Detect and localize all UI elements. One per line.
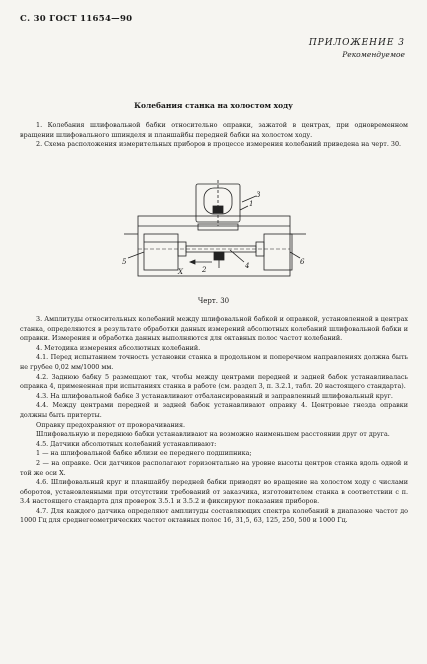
sensor-1	[213, 206, 223, 213]
paragraph: 4.4. Между центрами передней и задней бабок устанавливают оправку 4. Центровые гнезда оправки должны быть притерты.	[20, 401, 408, 419]
tailstock	[264, 234, 292, 270]
figure-caption: Черт. 30	[197, 297, 230, 305]
paragraph: 4.5. Датчики абсолютных колебаний устанавливают:	[36, 439, 217, 448]
mandrel	[186, 246, 256, 252]
paragraph: 2. Схема расположения измерительных приборов в процессе измерения колебаний приведена на черт. 30.	[36, 140, 402, 149]
label-2: 2	[202, 266, 207, 274]
paragraph: Шлифовальную и переднюю бабки устанавливают на возможно наименьшем расстоянии друг от друга.	[36, 430, 390, 439]
paragraph: 4.3. На шлифовальной бабке 3 устанавливают отбалансированный и заправленный шлифовальный круг.	[36, 391, 393, 400]
paragraph: 1. Колебания шлифовальной бабки относительно оправки, зажатой в центрах, при одновременном вращении шлифовального шпинделя и планшайбы передней бабки на холостом ходу.	[20, 121, 408, 139]
paragraph: Оправку предохраняют от проворачивания.	[36, 420, 186, 429]
paragraph: 3. Амплитуды относительных колебаний между шлифовальной бабкой и оправкой, установленной в центрах станка, определяются в результате обработки данных измерений абсолютных колебаний шлифовальной бабки и оправки. Измерения и обработка данных выполняются для октавных полос частот колебаний.	[20, 315, 408, 343]
label-5: 5	[122, 258, 127, 266]
page-header: С. 30 ГОСТ 11654—90	[20, 14, 133, 24]
paragraph: 4.2. Заднюю бабку 5 размещают так, чтобы между центрами передней и задней бабок устанавливалась оправка 4, примененная при испытаниях станка в работе (см. раздел 3, п. 3.2.1, табл. 20 настоящего стандарта).	[20, 372, 408, 391]
label-4: 4	[245, 262, 250, 270]
body-text	[20, 315, 408, 526]
label-x: X	[178, 268, 183, 276]
label-3: 3	[256, 191, 261, 199]
appendix-title: ПРИЛОЖЕНИЕ 3	[308, 38, 405, 48]
label-1: 1	[249, 200, 254, 208]
appendix-heading	[309, 38, 405, 59]
paragraph: 4.1. Перед испытанием точность установки станка в продольном и поперечном направлениях должна быть не грубее 0,02 мм/1000 мм.	[20, 353, 408, 371]
paragraph: 1 — на шлифовальной бабке вблизи ее переднего подшипника;	[36, 449, 252, 458]
headstock	[144, 234, 178, 270]
paragraph: 4.7. Для каждого датчика определяют амплитуды составляющих спектра колебаний в диапазоне частот до 1000 Гц для среднегеометрических частот октавных полос 16, 31,5, 63, 125, 250, 500 и 1000 Гц.	[20, 506, 408, 525]
figure-30-diagram	[118, 176, 310, 294]
grinding-wheel	[198, 224, 238, 230]
sensor-2	[214, 252, 224, 260]
paragraph: 4.6. Шлифовальный круг и планшайбу передней бабки приводят во вращение на холостом ходу с числами оборотов, установленными при отсутствии требований от заказчика, изготовителем станка в соответствии с п. 3.4 настоящего стандарта для проверок 3.5.1 и 3.5.2 и фиксируют показания приборов.	[20, 478, 408, 506]
paragraph: 2 — на оправке. Оси датчиков располагают горизонтально на уровне высоты центров станка вдоль одной и той же оси X.	[20, 458, 408, 477]
intro-text	[20, 121, 408, 150]
paragraph: 4. Методика измерения абсолютных колебаний.	[36, 343, 201, 352]
label-6: 6	[300, 258, 305, 266]
section-title: Колебания станка на холостом ходу	[134, 101, 293, 110]
appendix-subtitle: Рекомендуемое	[342, 50, 405, 59]
